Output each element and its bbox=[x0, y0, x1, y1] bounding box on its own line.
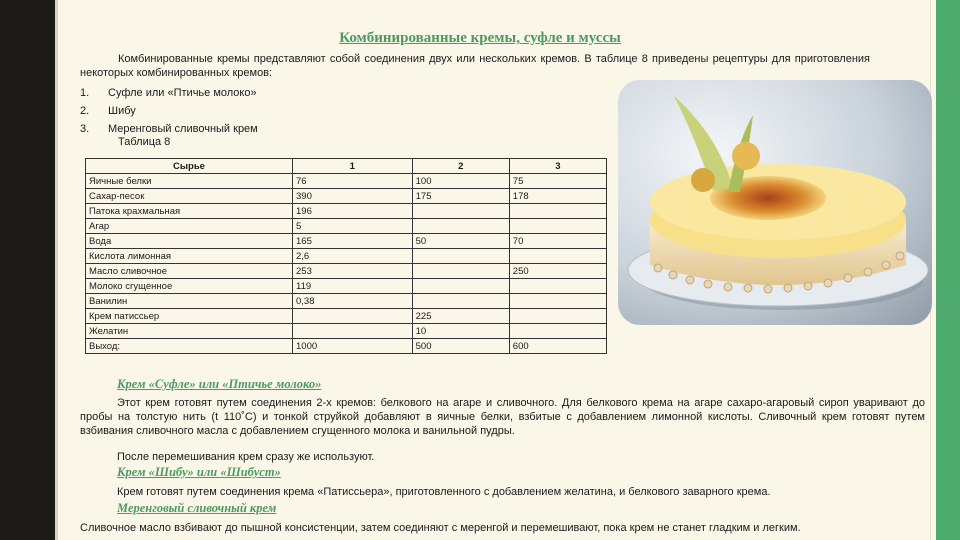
table-row bbox=[86, 174, 607, 189]
header-cell: Сырье bbox=[86, 159, 293, 174]
ingredient-cell: Сахар-песок bbox=[86, 189, 293, 204]
amount-cell: 165 bbox=[293, 234, 413, 249]
amount-cell: 390 bbox=[293, 189, 413, 204]
table-row bbox=[86, 234, 607, 249]
recipe-table bbox=[85, 158, 607, 354]
souffle-paragraph: Этот крем готовят путем соединения 2-х кремов: белкового на агаре и сливочного. Для белкового крема на агаре сахаро-агаровый сироп уваривают до пробы на толстую нить (t 110˚С) и тонкой струйкой добавляют в яичные белки, взбитые с добавлением лимонной кислоты. Сливочный крем готовят путем взбивания сливочного масла с добавлением сгущенного молока и ванильной пудры. bbox=[80, 397, 925, 437]
amount-cell: 178 bbox=[509, 189, 606, 204]
right-decor-bar bbox=[936, 0, 960, 540]
amount-cell bbox=[412, 219, 509, 234]
amount-cell: 175 bbox=[412, 189, 509, 204]
table-caption: Таблица 8 bbox=[118, 136, 171, 148]
amount-cell bbox=[509, 294, 606, 309]
amount-cell: 1000 bbox=[293, 339, 413, 354]
ingredient-cell: Крем патиссьер bbox=[86, 309, 293, 324]
meringue-paragraph: Сливочное масло взбивают до пышной консистенции, затем соединяют с меренгой и перемешивают, пока крем не станет гладким и легким. bbox=[80, 522, 801, 534]
ingredient-cell: Агар bbox=[86, 219, 293, 234]
shibu-paragraph: Крем готовят путем соединения крема «Патиссьера», приготовленного с добавлением желатина, и белкового заварного крема. bbox=[117, 486, 771, 498]
amount-cell: 119 bbox=[293, 279, 413, 294]
amount-cell bbox=[412, 264, 509, 279]
amount-cell: 70 bbox=[509, 234, 606, 249]
header-cell: 2 bbox=[412, 159, 509, 174]
amount-cell bbox=[509, 204, 606, 219]
souffle-heading: Крем «Суфле» или «Птичье молоко» bbox=[117, 377, 322, 391]
table-header-row bbox=[86, 159, 607, 174]
amount-cell: 225 bbox=[412, 309, 509, 324]
amount-cell bbox=[412, 204, 509, 219]
header-cell: 1 bbox=[293, 159, 413, 174]
intro-paragraph: Комбинированные кремы представляют собой соединения двух или нескольких кремов. В таблице 8 приведены рецептуры для приготовления некоторых комбинированных кремов: bbox=[80, 53, 870, 79]
amount-cell bbox=[412, 294, 509, 309]
list-item: 2. Шибу bbox=[80, 105, 136, 117]
table-row bbox=[86, 324, 607, 339]
page-title: Комбинированные кремы, суфле и муссы bbox=[339, 30, 621, 46]
ingredient-cell: Выход: bbox=[86, 339, 293, 354]
table-row bbox=[86, 219, 607, 234]
souffle-cake-photo bbox=[618, 80, 932, 325]
table-row bbox=[86, 339, 607, 354]
amount-cell bbox=[293, 324, 413, 339]
table-row bbox=[86, 279, 607, 294]
amount-cell: 50 bbox=[412, 234, 509, 249]
table-row bbox=[86, 204, 607, 219]
table-row bbox=[86, 249, 607, 264]
amount-cell bbox=[509, 219, 606, 234]
ingredient-cell: Желатин bbox=[86, 324, 293, 339]
ingredient-cell: Молоко сгущенное bbox=[86, 279, 293, 294]
amount-cell bbox=[509, 279, 606, 294]
recipe-list bbox=[80, 84, 258, 138]
souffle-note: После перемешивания крем сразу же используют. bbox=[117, 451, 375, 463]
amount-cell bbox=[412, 279, 509, 294]
ingredient-cell: Яичные белки bbox=[86, 174, 293, 189]
ingredient-cell: Патока крахмальная bbox=[86, 204, 293, 219]
list-item: 3. Меренговый сливочный крем bbox=[80, 123, 258, 135]
amount-cell: 600 bbox=[509, 339, 606, 354]
amount-cell: 76 bbox=[293, 174, 413, 189]
amount-cell: 2,6 bbox=[293, 249, 413, 264]
ingredient-cell: Ванилин bbox=[86, 294, 293, 309]
amount-cell: 196 bbox=[293, 204, 413, 219]
amount-cell: 10 bbox=[412, 324, 509, 339]
amount-cell: 5 bbox=[293, 219, 413, 234]
amount-cell bbox=[509, 324, 606, 339]
amount-cell bbox=[293, 309, 413, 324]
left-decor-bar bbox=[0, 0, 55, 540]
amount-cell: 100 bbox=[412, 174, 509, 189]
amount-cell bbox=[412, 249, 509, 264]
table-row bbox=[86, 189, 607, 204]
amount-cell: 253 bbox=[293, 264, 413, 279]
header-cell: 3 bbox=[509, 159, 606, 174]
amount-cell bbox=[509, 249, 606, 264]
table-row bbox=[86, 264, 607, 279]
amount-cell bbox=[509, 309, 606, 324]
ingredient-cell: Масло сливочное bbox=[86, 264, 293, 279]
shibu-heading: Крем «Шибу» или «Шибуст» bbox=[117, 465, 281, 479]
list-item: 1. Суфле или «Птичье молоко» bbox=[80, 87, 257, 99]
table-row bbox=[86, 309, 607, 324]
amount-cell: 75 bbox=[509, 174, 606, 189]
amount-cell: 500 bbox=[412, 339, 509, 354]
amount-cell: 250 bbox=[509, 264, 606, 279]
ingredient-cell: Вода bbox=[86, 234, 293, 249]
amount-cell: 0,38 bbox=[293, 294, 413, 309]
table-row bbox=[86, 294, 607, 309]
ingredient-cell: Кислота лимонная bbox=[86, 249, 293, 264]
meringue-heading: Меренговый сливочный крем bbox=[117, 501, 277, 515]
